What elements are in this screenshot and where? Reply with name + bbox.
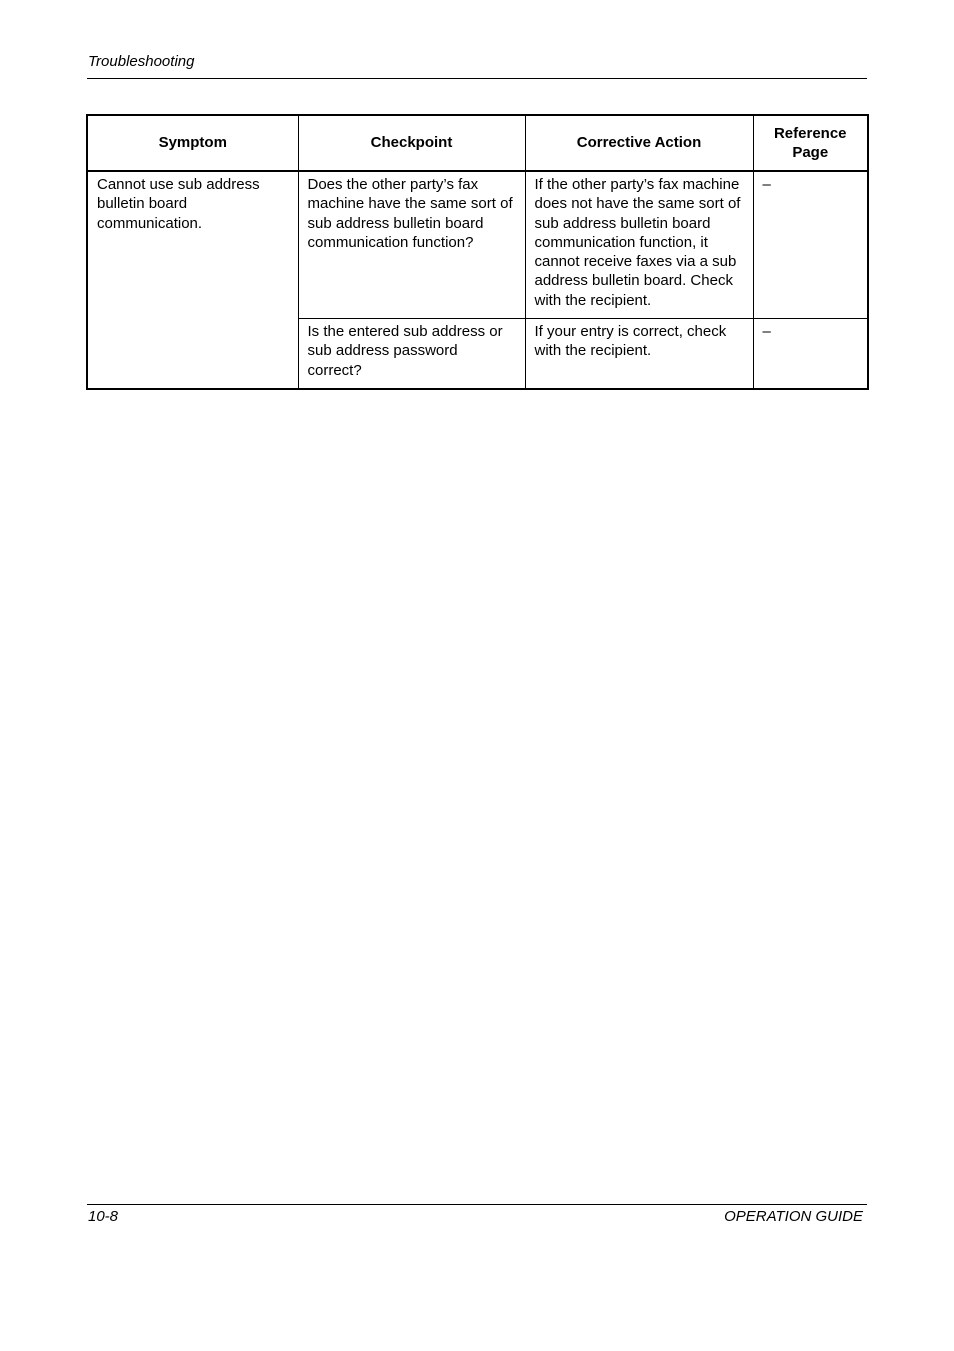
- header-divider: [87, 78, 867, 79]
- reference-page-cell: –: [753, 319, 868, 389]
- corrective-action-cell: If the other party’s fax machine does not have the same sort of sub address bulletin board communication function, it cannot receive faxes via a sub address bulletin board. Check with the recipient.: [525, 171, 753, 319]
- table-row: [87, 171, 868, 319]
- column-header-reference-page: Reference Page: [753, 115, 868, 171]
- column-header-symptom: Symptom: [87, 115, 298, 171]
- guide-title: OPERATION GUIDE: [724, 1208, 863, 1225]
- column-header-corrective-action: Corrective Action: [525, 115, 753, 171]
- running-header-title: Troubleshooting: [88, 53, 195, 70]
- checkpoint-cell: Is the entered sub address or sub address password correct?: [298, 319, 525, 389]
- page-number: 10-8: [88, 1208, 119, 1225]
- checkpoint-cell: Does the other party’s fax machine have the same sort of sub address bulletin board communication function?: [298, 171, 525, 319]
- column-header-checkpoint: Checkpoint: [298, 115, 525, 171]
- troubleshooting-table: [86, 114, 869, 390]
- table-header-row: [87, 115, 868, 171]
- symptom-cell: Cannot use sub address bulletin board communication.: [87, 171, 298, 389]
- reference-page-cell: –: [753, 171, 868, 319]
- footer-divider: [87, 1204, 867, 1205]
- corrective-action-cell: If your entry is correct, check with the recipient.: [525, 319, 753, 389]
